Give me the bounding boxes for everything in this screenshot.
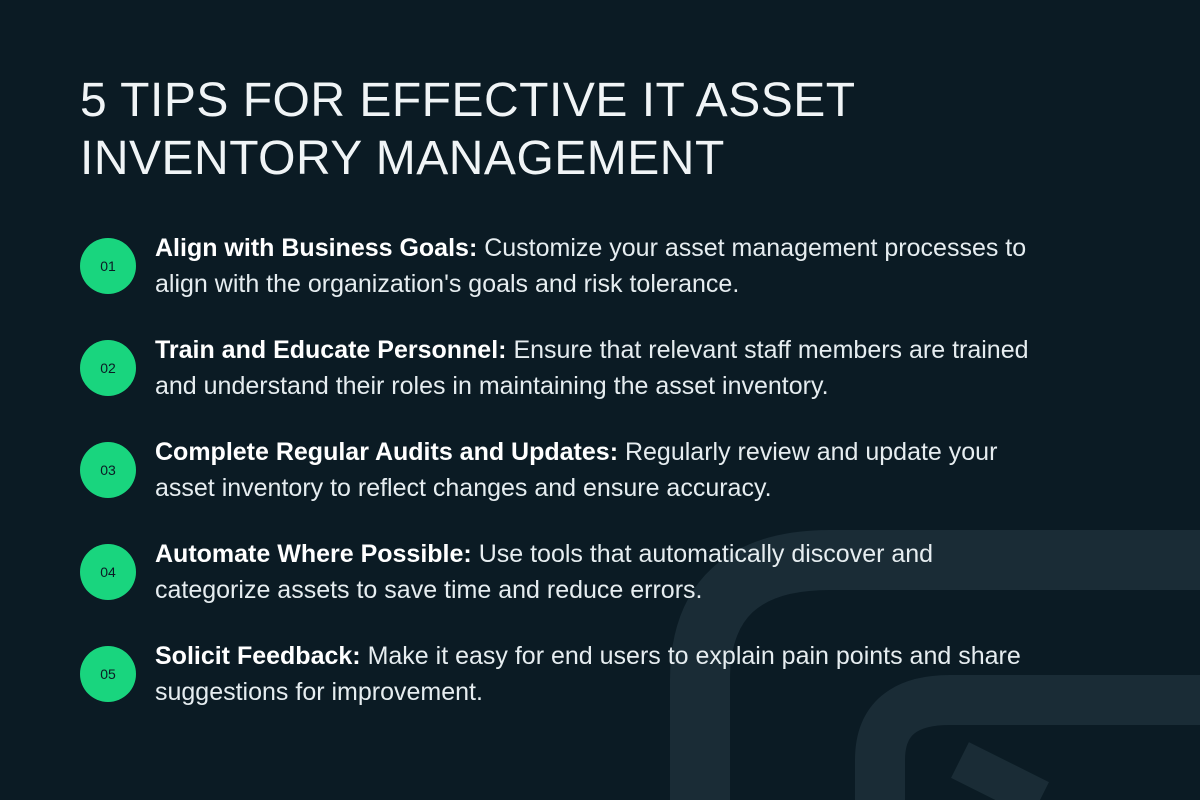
page-title: 5 TIPS FOR EFFECTIVE IT ASSET INVENTORY MANAGEMENT xyxy=(80,74,855,185)
number-badge: 05 xyxy=(80,646,136,702)
tip-body: Customize your asset management processes to align with the organization's goals and risk tolerance. xyxy=(155,234,1027,298)
tip-text xyxy=(155,638,1035,710)
tip-text xyxy=(155,536,1035,608)
list-item xyxy=(80,434,1040,536)
tip-body: Regularly review and update your asset inventory to reflect changes and ensure accuracy. xyxy=(155,438,998,502)
tip-heading: Automate Where Possible: xyxy=(155,540,472,568)
tips-list xyxy=(80,230,1040,740)
list-item xyxy=(80,230,1040,332)
tip-heading: Solicit Feedback: xyxy=(155,642,361,670)
list-item xyxy=(80,332,1040,434)
tip-heading: Align with Business Goals: xyxy=(155,234,478,262)
tip-text xyxy=(155,434,1035,506)
number-badge: 03 xyxy=(80,442,136,498)
tip-heading: Complete Regular Audits and Updates: xyxy=(155,438,619,466)
list-item xyxy=(80,638,1040,740)
tip-heading: Train and Educate Personnel: xyxy=(155,336,507,364)
tip-text xyxy=(155,332,1035,404)
tip-body: Ensure that relevant staff members are trained and understand their roles in maintaining the asset inventory. xyxy=(155,336,1029,400)
tip-body: Use tools that automatically discover and categorize assets to save time and reduce errors. xyxy=(155,540,934,604)
number-badge: 01 xyxy=(80,238,136,294)
list-item xyxy=(80,536,1040,638)
number-badge: 02 xyxy=(80,340,136,396)
tip-text xyxy=(155,230,1035,302)
tip-body: Make it easy for end users to explain pain points and share suggestions for improvement. xyxy=(155,642,1021,706)
number-badge: 04 xyxy=(80,544,136,600)
